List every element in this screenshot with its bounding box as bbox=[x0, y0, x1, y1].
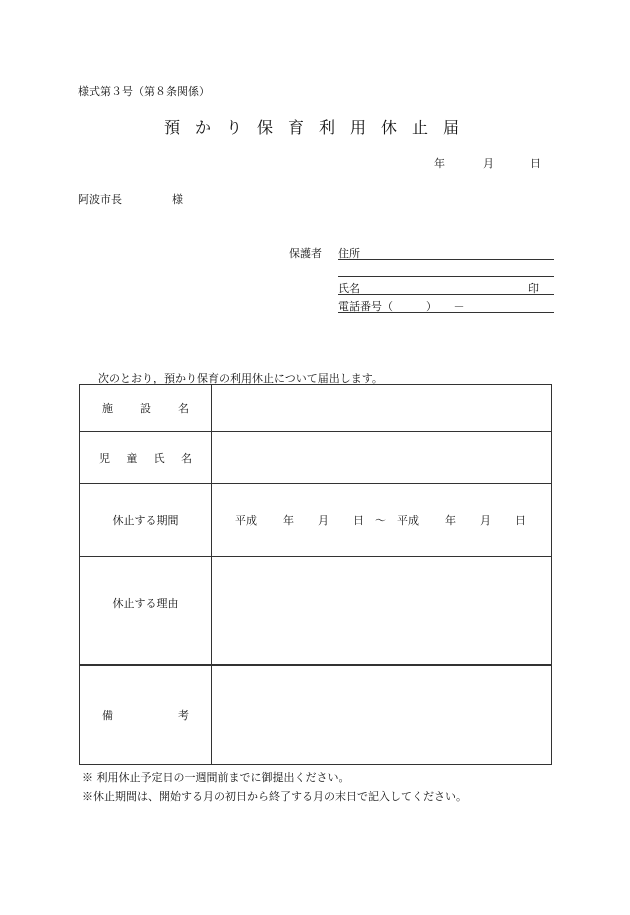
address-field[interactable] bbox=[338, 259, 554, 260]
child-label-char: 童 bbox=[126, 451, 138, 465]
guardian-label: 保護者 bbox=[289, 247, 322, 260]
reason-label-cell bbox=[80, 557, 212, 665]
child-label-cell bbox=[80, 432, 212, 484]
intro-text: 次のとおり，預かり保育の利用休止について届出します。 bbox=[98, 372, 383, 385]
period-month-end: 月 bbox=[480, 514, 491, 527]
facility-label-char: 施 bbox=[102, 402, 113, 415]
name-field[interactable] bbox=[338, 294, 554, 295]
child-label-char: 名 bbox=[180, 451, 192, 465]
remarks-label-cell bbox=[80, 665, 212, 765]
period-month-start: 月 bbox=[318, 514, 329, 527]
child-label-char: 氏 bbox=[153, 451, 165, 465]
addressee-name: 阿波市長 bbox=[78, 193, 122, 206]
note-1: ※ 利用休止予定日の一週間前までに御提出ください。 bbox=[82, 771, 350, 784]
phone-label: 電話番号（ ） － bbox=[338, 300, 465, 313]
address-field-line-2[interactable] bbox=[338, 276, 554, 277]
period-field[interactable] bbox=[212, 484, 552, 557]
period-day-end: 日 bbox=[515, 514, 526, 527]
date-day-label: 日 bbox=[530, 157, 541, 170]
child-row bbox=[80, 432, 552, 484]
note-2: ※休止期間は、開始する月の初日から終了する月の末日で記入してください。 bbox=[82, 790, 467, 803]
form-number: 様式第３号（第８条関係） bbox=[78, 85, 210, 98]
child-name-field[interactable] bbox=[212, 432, 552, 484]
addressee-honorific: 様 bbox=[172, 193, 183, 206]
address-label: 住所 bbox=[338, 247, 360, 260]
period-year-start: 年 bbox=[283, 514, 294, 527]
addressee bbox=[78, 191, 183, 207]
facility-label-cell bbox=[80, 385, 212, 432]
phone-field[interactable] bbox=[338, 312, 554, 313]
remarks-label-char: 考 bbox=[178, 708, 189, 722]
remarks-row bbox=[80, 665, 552, 765]
seal-mark: 印 bbox=[528, 282, 539, 295]
period-tilde: ～ bbox=[375, 514, 386, 527]
period-year-end: 年 bbox=[445, 514, 456, 527]
name-label: 氏名 bbox=[338, 282, 360, 295]
date-year-label: 年 bbox=[434, 157, 445, 170]
period-label: 休止する期間 bbox=[112, 514, 179, 527]
reason-field[interactable] bbox=[212, 557, 552, 665]
reason-row bbox=[80, 557, 552, 665]
facility-label-char: 名 bbox=[178, 402, 189, 415]
period-row bbox=[80, 484, 552, 557]
facility-name-field[interactable] bbox=[212, 385, 552, 432]
period-era-end: 平成 bbox=[397, 514, 419, 527]
period-label-cell bbox=[80, 484, 212, 557]
period-era-start: 平成 bbox=[235, 514, 257, 527]
application-table bbox=[79, 384, 552, 765]
remarks-field[interactable] bbox=[212, 665, 552, 765]
child-label-char: 児 bbox=[99, 451, 110, 465]
document-title: 預かり保育利用休止届 bbox=[163, 118, 474, 137]
date-month-label: 月 bbox=[483, 157, 494, 170]
period-day-start: 日 bbox=[353, 514, 364, 527]
facility-label-char: 設 bbox=[140, 402, 151, 415]
reason-label: 休止する理由 bbox=[112, 597, 179, 610]
remarks-label-char: 備 bbox=[102, 708, 113, 722]
facility-row bbox=[80, 385, 552, 432]
